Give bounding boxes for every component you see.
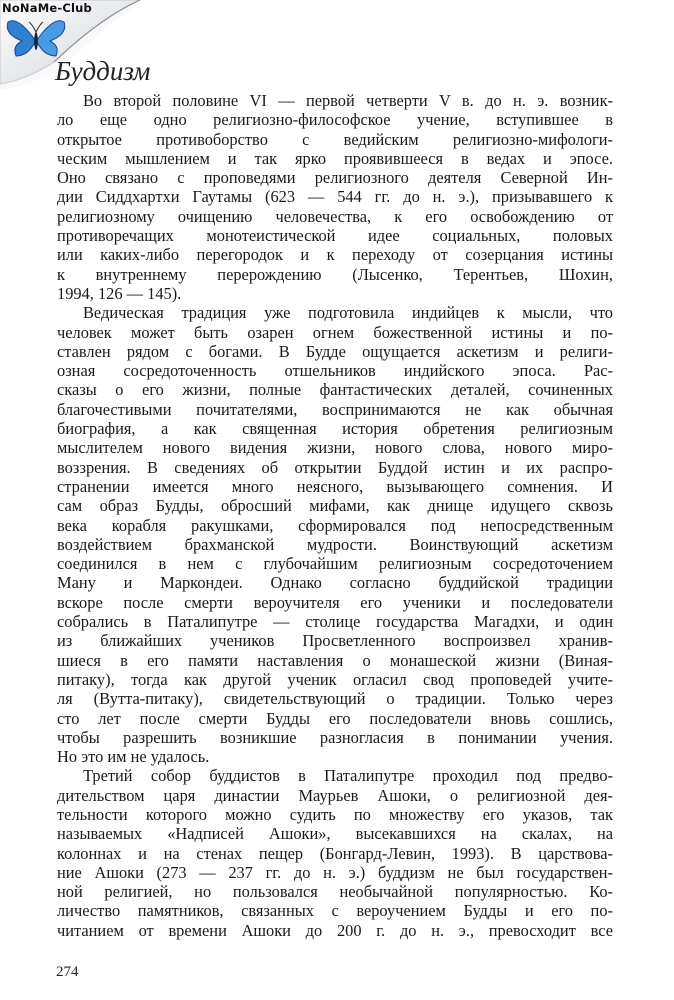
- text-line: 1994, 126 — 145).: [57, 283, 182, 303]
- text-line: биография, а как священная история обретения религиозным: [57, 419, 613, 439]
- text-line: личество памятников, связанных с вероучением Будды и его по-: [57, 901, 613, 921]
- text-line: соединился в нем с глубочайшим религиозным сосредоточением: [57, 554, 613, 574]
- watermark-text: NoNaMe-Club: [2, 1, 92, 15]
- text-line: открытое противоборство с ведийским религиозно-мифологи-: [57, 129, 613, 149]
- text-line: ческим мышлением и так ярко проявившееся в ведах и эпосе.: [57, 148, 613, 168]
- text-line: Во второй половине VI — первой четверти V в. до н. э. возник-: [83, 91, 613, 110]
- text-line: сам образ Будды, обросший мифами, как днище идущего сквозь: [57, 496, 613, 516]
- text-line: человек может быть озарен огнем божественной истины и по-: [57, 322, 613, 342]
- text-line: шиеся в его памяти наставления о монашеской жизни (Виная-: [57, 650, 613, 670]
- page-number: 274: [56, 964, 79, 980]
- text-line: ло еще одно религиозно-философское учение, вступившее в: [57, 110, 613, 130]
- text-line: ние Ашоки (273 — 237 гг. до н. э.) буддизм не был государствен-: [57, 862, 613, 882]
- text-line: Ману и Маркондеи. Однако согласно буддийской традиции: [57, 573, 613, 593]
- text-line: Третий собор буддистов в Паталипутре проходил под предво-: [83, 766, 613, 786]
- text-line: дии Сиддхартхи Гаутамы (623 — 544 гг. до н. э.), призывавшего к: [57, 187, 613, 207]
- text-line: читанием от времени Ашоки до 200 г. до н. э., превосходит все: [57, 920, 613, 940]
- text-line: или каких-либо перегородок и к переходу от созерцания истины: [57, 245, 613, 265]
- body-text: [57, 91, 613, 940]
- text-line: Ведическая традиция уже подготовила индийцев к мысли, что: [83, 303, 613, 323]
- text-line: из ближайших учеников Просветленного воспроизвел хранив-: [57, 631, 613, 651]
- text-line: чтобы разрешить возникшие разногласия в понимании учения.: [57, 727, 613, 747]
- text-line: ставлен рядом с богами. В Будде ощущается аскетизм и религи-: [57, 341, 613, 361]
- text-line: религиозному очищению человечества, к его освобождению от: [57, 206, 613, 226]
- section-heading: Буддизм: [55, 56, 151, 86]
- text-line: века корабля ракушками, сформировался под непосредственным: [57, 515, 613, 535]
- text-line: противоречащих монотеистической идее социальных, половых: [57, 226, 613, 246]
- text-line: колоннах и на стенах пещер (Бонгард-Левин, 1993). В царствова-: [57, 843, 613, 863]
- text-line: сто лет после смерти Будды его последователи вновь сошлись,: [57, 708, 613, 728]
- text-line: ля (Вутта-питаку), свидетельствующий о традиции. Только через: [57, 689, 613, 709]
- text-line: воззрения. В сведениях об открытии Буддой истин и их распро-: [57, 457, 613, 477]
- text-line: сказы о его жизни, полные фантастических деталей, сочиненных: [57, 380, 613, 400]
- text-line: собрались в Паталипутре — столице государства Магадхи, и один: [57, 612, 613, 632]
- text-line: Но это им не удалось.: [57, 747, 210, 767]
- text-line: Оно связано с проповедями религиозного деятеля Северной Ин-: [57, 168, 613, 188]
- text-line: ной религией, но пользовался необычайной популярностью. Ко-: [57, 882, 613, 902]
- text-line: озная сосредоточенность отшельников индийского эпоса. Рас-: [57, 361, 613, 381]
- text-line: благочестивыми почитателями, воспринимаются не как обычная: [57, 399, 613, 419]
- text-line: дительством царя династии Маурьев Ашоки, о религиозной дея-: [57, 785, 613, 805]
- text-line: мыслителем нового видения жизни, нового слова, нового миро-: [57, 438, 613, 458]
- text-line: вскоре после смерти вероучителя его ученики и последователи: [57, 592, 613, 612]
- butterfly-icon: [4, 14, 68, 60]
- text-line: называемых «Надписей Ашоки», высекавшихся на скалах, на: [57, 824, 613, 844]
- text-line: странении имеется много неясного, вызывающего сомнения. И: [57, 476, 613, 496]
- text-line: питаку), тогда как другой ученик огласил свод проповедей учите-: [57, 669, 613, 689]
- text-line: к внутреннему перерождению (Лысенко, Терентьев, Шохин,: [57, 264, 613, 284]
- text-line: воздействием брахманской мудрости. Воинствующий аскетизм: [57, 534, 613, 554]
- text-line: тельности которого можно судить по множеству его указов, так: [57, 804, 613, 824]
